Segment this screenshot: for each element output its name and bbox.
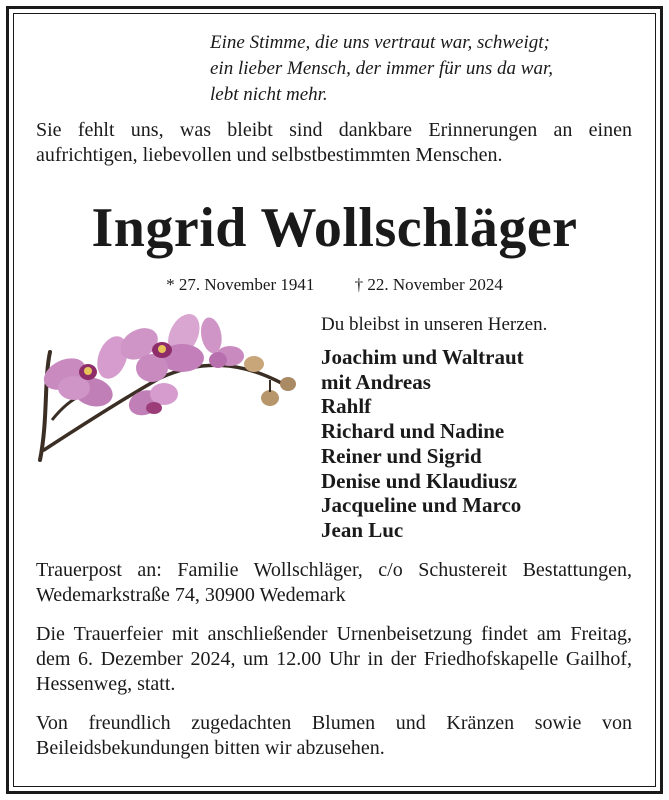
request-text: Von freundlich zugedachten Blumen und Kränzen sowie von Beileidsbekundungen bitten wir abzusehen. xyxy=(36,712,632,759)
family-member: mit Andreas xyxy=(321,369,431,394)
family-member: Rahlf xyxy=(321,394,372,419)
family-member: Reiner und Sigrid xyxy=(321,443,482,468)
motto-line-1: Eine Stimme, die uns vertraut war, schweigt; xyxy=(210,32,550,53)
orchid-flower-3 xyxy=(125,383,178,419)
ceremony-text: Die Trauerfeier mit anschließender Urnenbeisetzung findet am Freitag, dem 6. Dezember 2024, um 12.00 Uhr in der Friedhofskapelle Gailhof, Hessenweg, statt. xyxy=(36,623,632,695)
motto-line-3: lebt nicht mehr. xyxy=(210,84,328,105)
orchid-illustration xyxy=(30,300,305,470)
orchid-flower-2 xyxy=(115,309,206,382)
family-member: Denise und Klaudiusz xyxy=(321,468,518,493)
birth-date: * 27. November 1941 xyxy=(166,275,315,294)
intro-text: Sie fehlt uns, was bleibt sind dankbare Erinnerungen an einen aufrichtigen, liebevollen und selbstbestimmten Menschen. xyxy=(36,119,632,166)
family-member: Richard und Nadine xyxy=(321,419,505,444)
orchid-bud-2 xyxy=(261,390,279,406)
family-list xyxy=(321,345,641,543)
orchid-bud-3 xyxy=(280,377,296,391)
heart-line: Du bleibst in unseren Herzen. xyxy=(321,314,548,335)
orchid-bud-1 xyxy=(244,356,264,372)
orchid-branch xyxy=(40,352,50,460)
motto-line-2: ein lieber Mensch, der immer für uns da war, xyxy=(210,58,554,79)
family-member: Jean Luc xyxy=(321,517,404,542)
mail-address-text: Trauerpost an: Familie Wollschläger, c/o Schustereit Bestattungen, Wedemarkstraße 74, 30900 Wedemark xyxy=(36,559,632,606)
family-member: Jacqueline und Marco xyxy=(321,493,522,518)
orchid-flower-1 xyxy=(39,332,133,411)
family-member: Joachim und Waltraut xyxy=(321,345,524,369)
death-date: † 22. November 2024 xyxy=(354,275,503,294)
deceased-name: Ingrid Wollschläger xyxy=(91,197,578,259)
orchid-flower-4 xyxy=(198,316,244,368)
life-dates xyxy=(0,274,669,296)
motto-quote xyxy=(210,30,640,108)
